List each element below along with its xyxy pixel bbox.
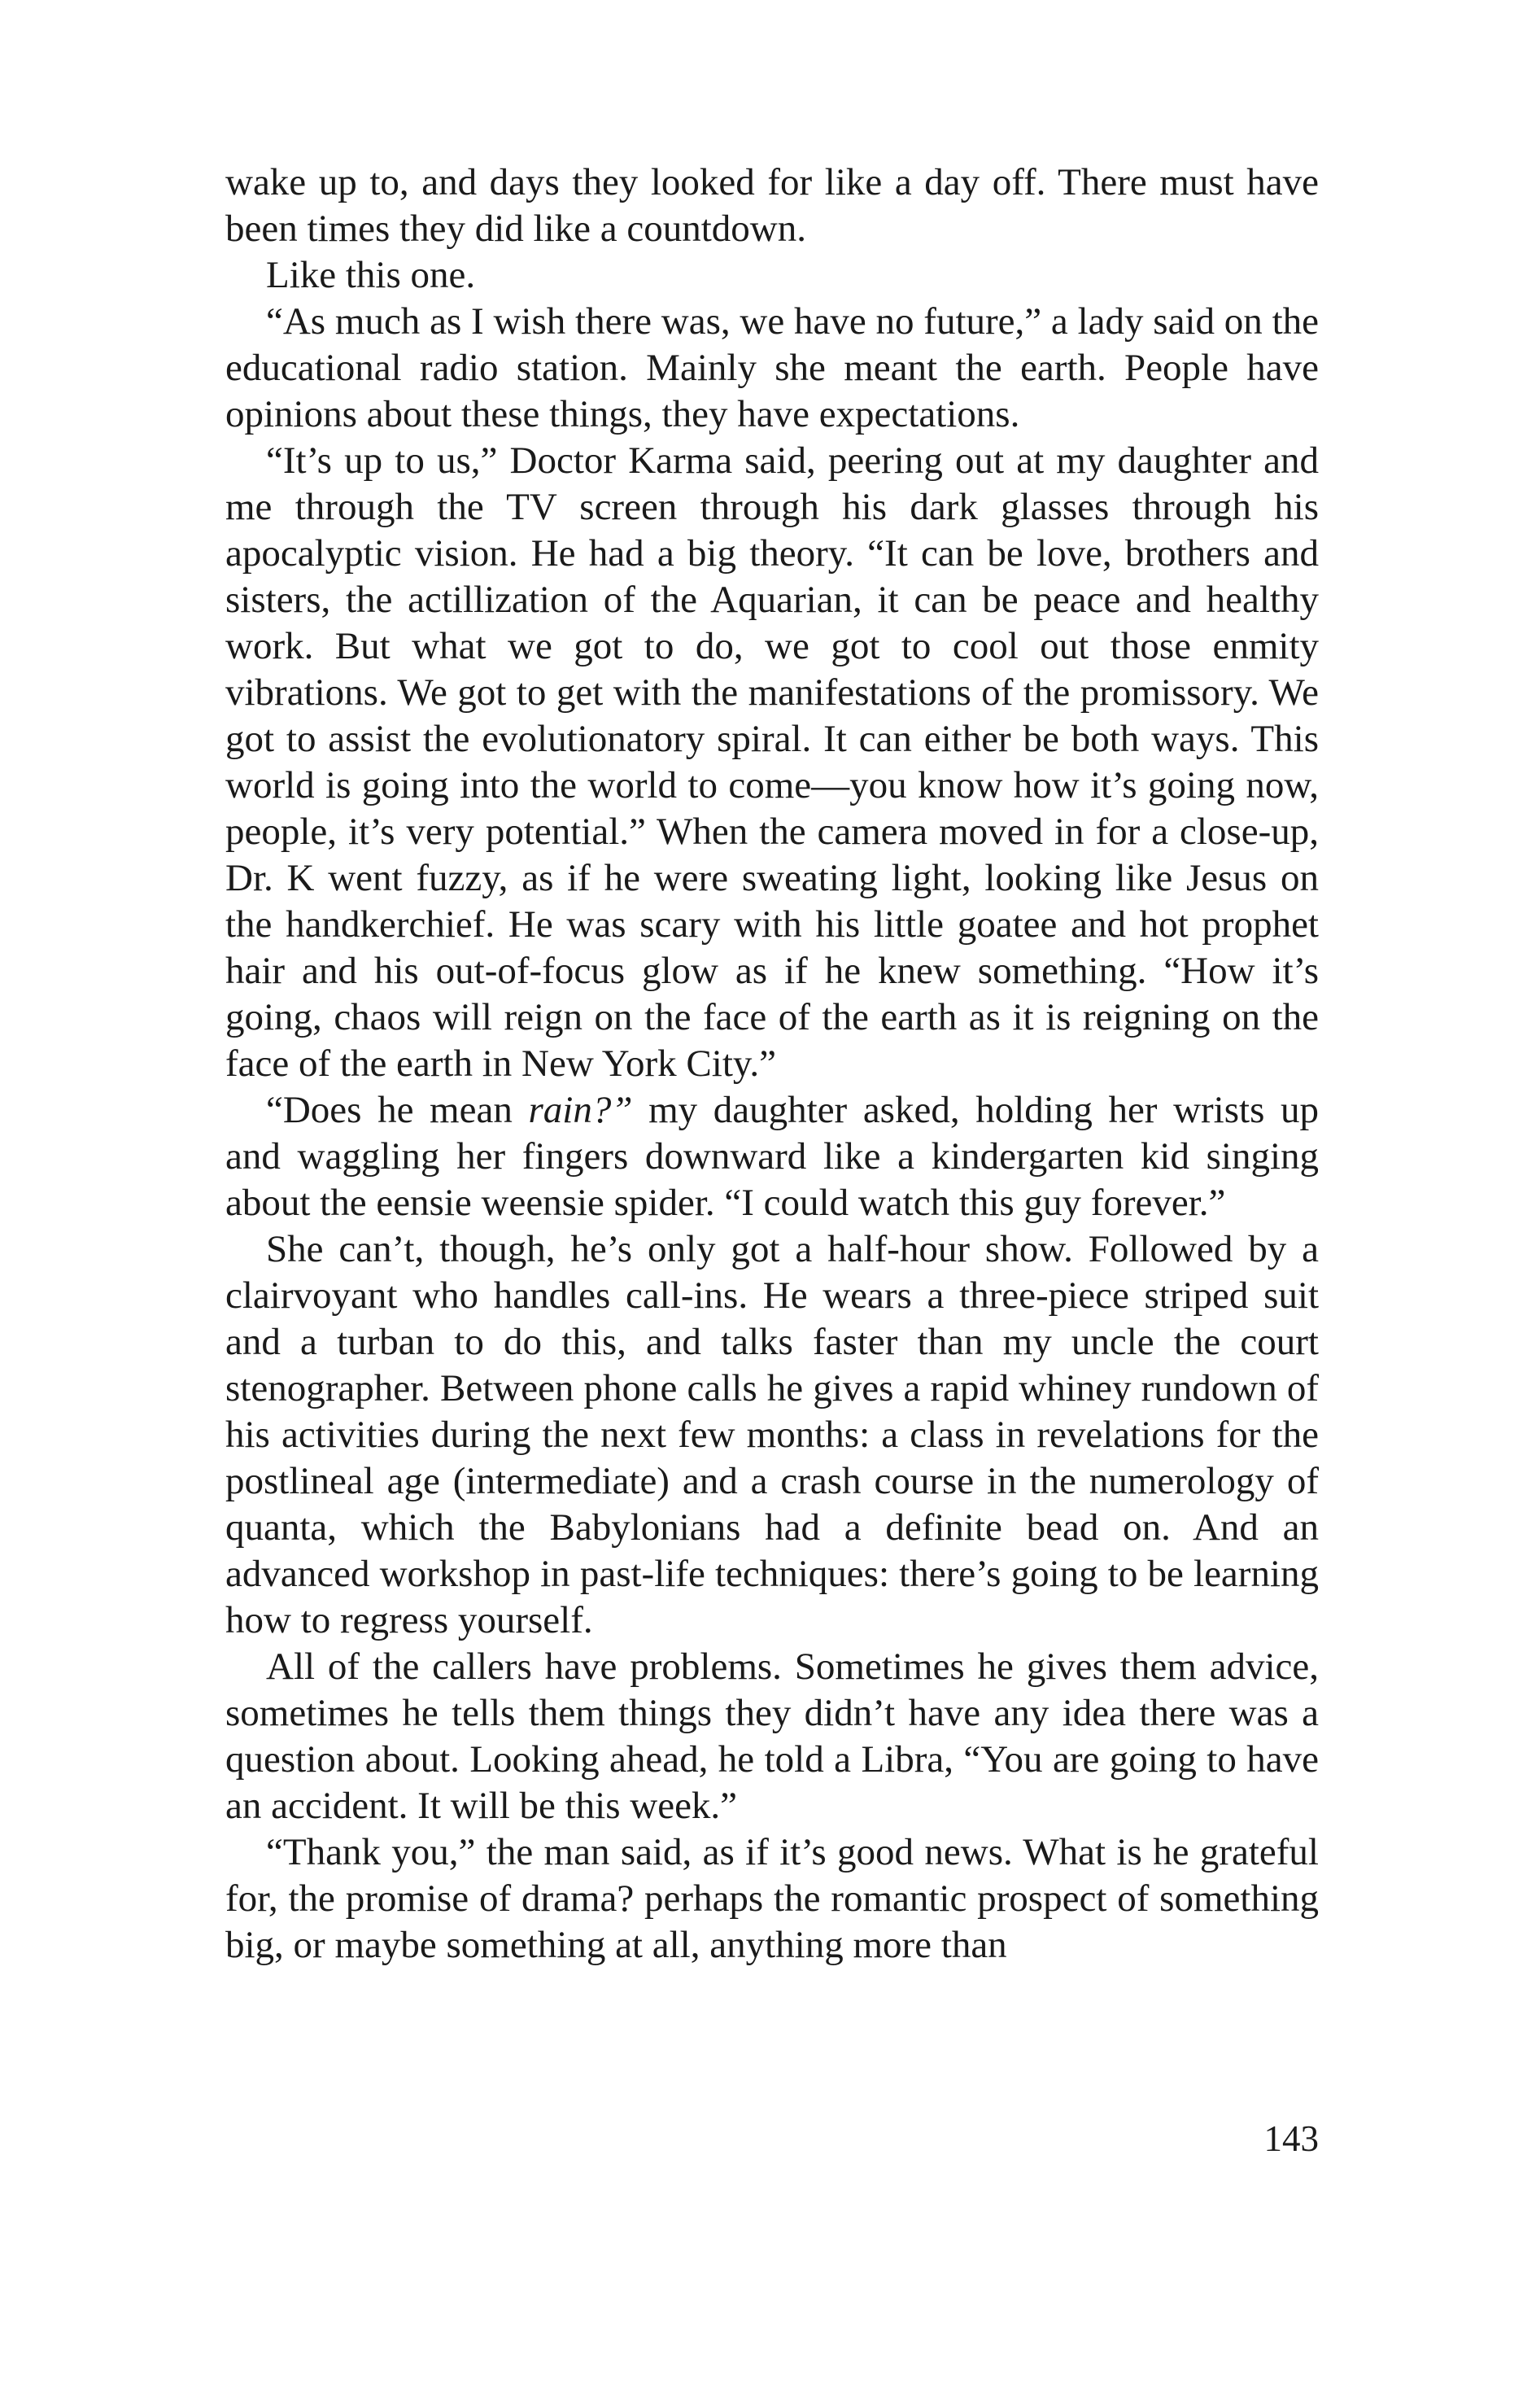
paragraph-6: She can’t, though, he’s only got a half-hour show. Followed by a clairvoyant who handles call-ins. He wears a three-piece striped suit and a turban to do this, and talks faster than my uncle the court stenographer. Between phone calls he gives a rapid whiney rundown of his activities during the next few months: a class in revelations for the postlineal age (intermediate) and a crash course in the numerology of quanta, which the Babylonians had a definite bead on. And an advanced workshop in past-life techniques: there’s going to be learning how to regress yourself.	[225, 1228, 1319, 1641]
paragraph-7: All of the callers have problems. Sometimes he gives them advice, sometimes he tells them things they didn’t have any idea there was a question about. Looking ahead, he told a Libra, “You are going to have an accident. It will be this week.”	[225, 1645, 1319, 1827]
paragraph-5-rest: my daughter asked, holding her wrists up and waggling her fingers downward like a kindergarten kid singing about the eensie weensie spider. “I could watch this guy forever.”	[225, 1089, 1319, 1224]
paragraph-8: “Thank you,” the man said, as if it’s good news. What is he grateful for, the promise of drama? perhaps the romantic prospect of something big, or maybe something at all, anything more than	[225, 1831, 1319, 1966]
book-page	[225, 160, 1319, 1969]
paragraph-3: “As much as I wish there was, we have no future,” a lady said on the educational radio station. Mainly she meant the earth. People have opinions about these things, they have expectations.	[225, 300, 1319, 435]
paragraph-2: Like this one.	[266, 254, 476, 296]
italic-rain: rain?”	[528, 1089, 633, 1131]
paragraph-1: wake up to, and days they looked for like a day off. There must have been times they did like a countdown.	[225, 161, 1319, 250]
paragraph-5-lead: “Does he mean	[266, 1089, 529, 1131]
paragraph-4: “It’s up to us,” Doctor Karma said, peering out at my daughter and me through the TV screen through his dark glasses through his apocalyptic vision. He had a big theory. “It can be love, brothers and sisters, the actillization of the Aquarian, it can be peace and healthy work. But what we got to do, we got to cool out those enmity vibrations. We got to get with the manifestations of the promissory. We got to assist the evolutionatory spiral. It can either be both ways. This world is going into the world to come—you know how it’s going now, people, it’s very potential.” When the camera moved in for a close-up, Dr. K went fuzzy, as if he were sweating light, looking like Jesus on the handkerchief. He was scary with his little goatee and hot prophet hair and his out-of-focus glow as if he knew something. “How it’s going, chaos will reign on the face of the earth as it is reigning on the face of the earth in New York City.”	[225, 439, 1319, 1085]
paragraph-5	[225, 1087, 1319, 1226]
body-text	[225, 160, 1319, 1969]
page-number: 143	[1263, 2118, 1319, 2159]
